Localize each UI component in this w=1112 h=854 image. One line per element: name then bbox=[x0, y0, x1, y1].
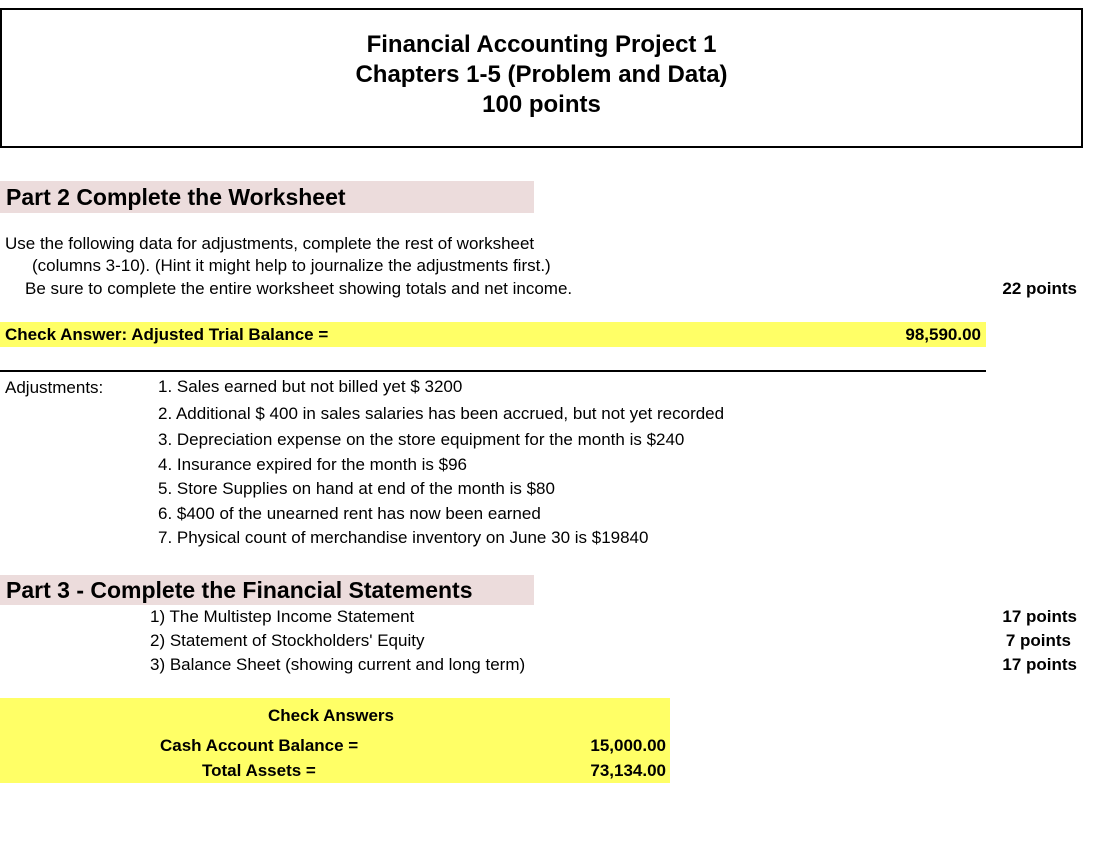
title-line-3: 100 points bbox=[482, 91, 601, 118]
part3-item-equity-statement: 2) Statement of Stockholders' Equity bbox=[150, 631, 425, 650]
adjustment-item: 2. Additional $ 400 in sales salaries has been accrued, but not yet recorded bbox=[158, 403, 725, 423]
adjustment-item: 6. $400 of the unearned rent has now been earned bbox=[158, 503, 541, 523]
part2-heading: Part 2 Complete the Worksheet bbox=[0, 181, 534, 213]
cash-balance-label: Cash Account Balance = bbox=[160, 736, 359, 755]
part2-instruction-1: Use the following data for adjustments, complete the rest of worksheet bbox=[5, 234, 535, 253]
part3-item-income-statement: 1) The Multistep Income Statement bbox=[150, 607, 415, 626]
adjustments-label: Adjustments: bbox=[5, 378, 104, 397]
adjustments-list bbox=[158, 375, 724, 551]
total-assets-value: 73,134.00 bbox=[590, 761, 666, 780]
part3-item-balance-sheet: 3) Balance Sheet (showing current and long term) bbox=[150, 655, 526, 674]
check-answer-bar bbox=[0, 322, 986, 347]
divider-line bbox=[0, 370, 986, 372]
part3-points-3: 17 points bbox=[1002, 655, 1077, 674]
cash-balance-value: 15,000.00 bbox=[590, 736, 666, 755]
title-line-2: Chapters 1-5 (Problem and Data) bbox=[355, 61, 728, 88]
part3-points-1: 17 points bbox=[1002, 607, 1077, 626]
part2-instruction-3: Be sure to complete the entire worksheet showing totals and net income. bbox=[25, 279, 573, 298]
adjustment-item: 4. Insurance expired for the month is $96 bbox=[158, 454, 468, 474]
title-line-1: Financial Accounting Project 1 bbox=[366, 31, 717, 58]
part3-points-2: 7 points bbox=[1005, 631, 1071, 650]
check-answers-title: Check Answers bbox=[268, 706, 394, 725]
part3-heading: Part 3 - Complete the Financial Statements bbox=[0, 575, 534, 605]
check-answers-box bbox=[0, 698, 670, 783]
check-answer-value: 98,590.00 bbox=[905, 325, 981, 344]
total-assets-label: Total Assets = bbox=[202, 761, 316, 780]
part2-points: 22 points bbox=[1002, 279, 1077, 298]
adjustment-item: 1. Sales earned but not billed yet $ 3200 bbox=[158, 377, 463, 396]
adjustment-item: 5. Store Supplies on hand at end of the month is $80 bbox=[158, 479, 555, 498]
adjustment-item: 3. Depreciation expense on the store equipment for the month is $240 bbox=[158, 430, 685, 449]
adjustment-item: 7. Physical count of merchandise inventory on June 30 is $19840 bbox=[158, 528, 649, 547]
title-box bbox=[0, 8, 1083, 148]
check-answer-label: Check Answer: Adjusted Trial Balance = bbox=[5, 325, 329, 344]
part2-instruction-2: (columns 3-10). (Hint it might help to journalize the adjustments first.) bbox=[32, 256, 551, 275]
